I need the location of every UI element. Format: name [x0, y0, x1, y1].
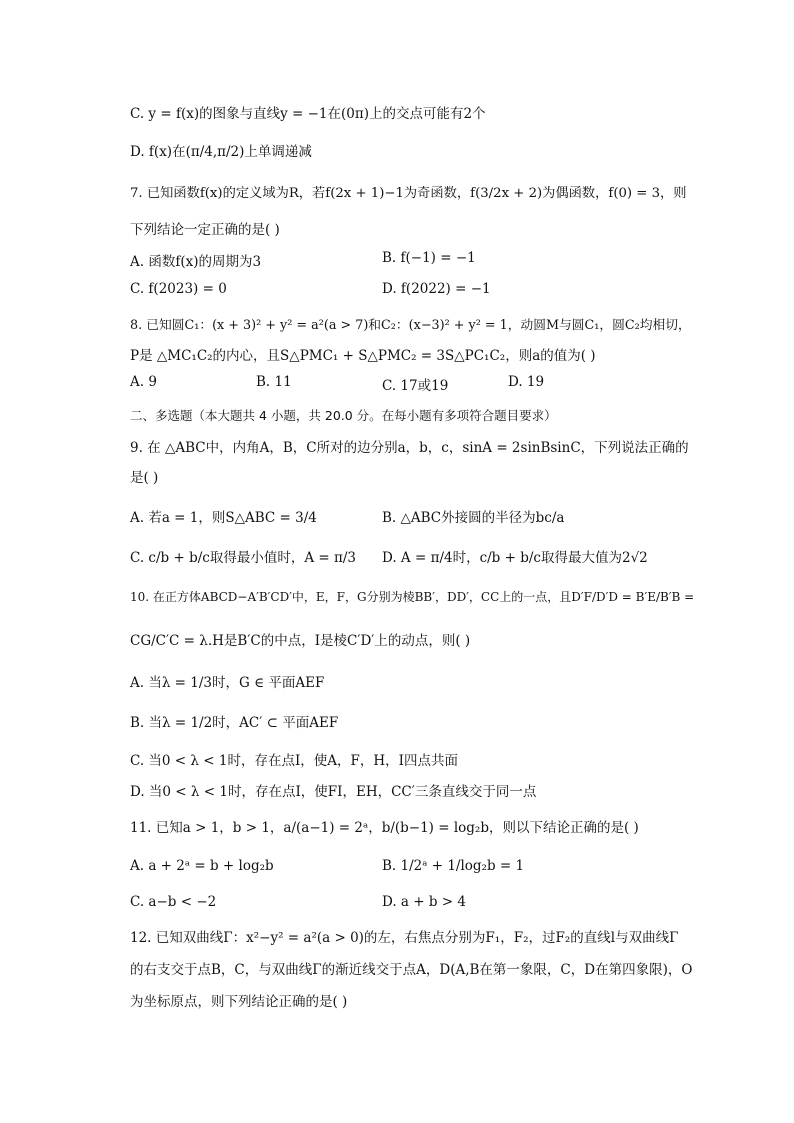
q7-stem-line2: 下列结论一定正确的是( )	[130, 222, 280, 238]
q9-stem-line1: 9. 在 △ABC中，内角A，B，C所对的边分别a，b，c，sinA = 2sinBsinC，下列说法正确的	[130, 440, 689, 456]
q12-stem-line2: 的右支交于点B，C，与双曲线Γ的渐近线交于点A，D(A,B在第一象限，C，D在第四象限)，O	[130, 962, 693, 978]
q11-option-d: D. a + b > 4	[382, 894, 466, 910]
q8-stem-line1: 8. 已知圆C₁：(x + 3)² + y² = a²(a > 7)和C₂：(x−3)² + y² = 1，动圆M与圆C₁，圆C₂均相切，	[130, 318, 691, 333]
q8-option-d: D. 19	[508, 374, 545, 390]
q11-stem: 11. 已知a > 1，b > 1，a/(a−1) = 2ᵃ，b/(b−1) = log₂b，则以下结论正确的是( )	[130, 820, 639, 836]
q9-option-c: C. c/b + b/c取得最小值时，A = π/3	[130, 550, 356, 566]
q11-option-a: A. a + 2ᵃ = b + log₂b	[130, 858, 274, 874]
q9-stem-line2: 是( )	[130, 470, 159, 486]
q10-option-a: A. 当λ = 1/3时，G ∈ 平面AEF	[130, 675, 325, 691]
q10-option-b: B. 当λ = 1/2时，AC′ ⊂ 平面AEF	[130, 715, 339, 731]
section-heading: 二、多选题（本大题共 4 小题，共 20.0 分。在每小题有多项符合题目要求）	[130, 408, 557, 423]
q8-option-c: C. 17或19	[382, 378, 449, 394]
q11-option-b: B. 1/2ᵃ + 1/log₂b = 1	[382, 858, 525, 874]
q12-stem-line3: 为坐标原点，则下列结论正确的是( )	[130, 994, 348, 1010]
q10-stem-line1: 10. 在正方体ABCD−A′B′CD′中，E，F，G分别为棱BB′，DD′，CC上的一点，且D′F/D′D = B′E/B′B =	[130, 590, 695, 604]
q7-option-b: B. f(−1) = −1	[382, 250, 476, 266]
q10-option-c: C. 当0 < λ < 1时，存在点I，使A，F，H，I四点共面	[130, 753, 459, 769]
q9-option-d: D. A = π/4时，c/b + b/c取得最大值为2√2	[382, 550, 648, 566]
q10-stem-line2: CG/C′C = λ.H是B′C的中点，I是棱C′D′上的动点，则( )	[130, 633, 471, 649]
q11-option-c: C. a−b < −2	[130, 894, 217, 910]
q9-option-a: A. 若a = 1，则S△ABC = 3/4	[130, 510, 317, 526]
q7-stem-line1: 7. 已知函数f(x)的定义域为R，若f(2x + 1)−1为奇函数，f(3/2x + 2)为偶函数，f(0) = 3，则	[130, 186, 687, 201]
q10-option-d: D. 当0 < λ < 1时，存在点I，使FI，EH，CC′三条直线交于同一点	[130, 784, 537, 800]
q12-stem-line1: 12. 已知双曲线Γ：x²−y² = a²(a > 0)的左，右焦点分别为F₁，F₂，过F₂的直线l与双曲线Γ	[130, 930, 679, 946]
q8-option-a: A. 9	[130, 374, 157, 390]
q6-option-d: D. f(x)在(π/4,π/2)上单调递减	[130, 144, 312, 160]
q6-option-c: C. y = f(x)的图象与直线y = −1在(0π)上的交点可能有2个	[130, 106, 486, 122]
q8-stem-line2: P是 △MC₁C₂的内心，且S△PMC₁ + S△PMC₂ = 3S△PC₁C₂，则a的值为( )	[130, 348, 596, 364]
q7-option-c: C. f(2023) = 0	[130, 281, 227, 297]
q7-option-a: A. 函数f(x)的周期为3	[130, 254, 262, 270]
q8-option-b: B. 11	[256, 374, 292, 390]
q9-option-b: B. △ABC外接圆的半径为bc/a	[382, 510, 565, 526]
q7-option-d: D. f(2022) = −1	[382, 281, 491, 297]
